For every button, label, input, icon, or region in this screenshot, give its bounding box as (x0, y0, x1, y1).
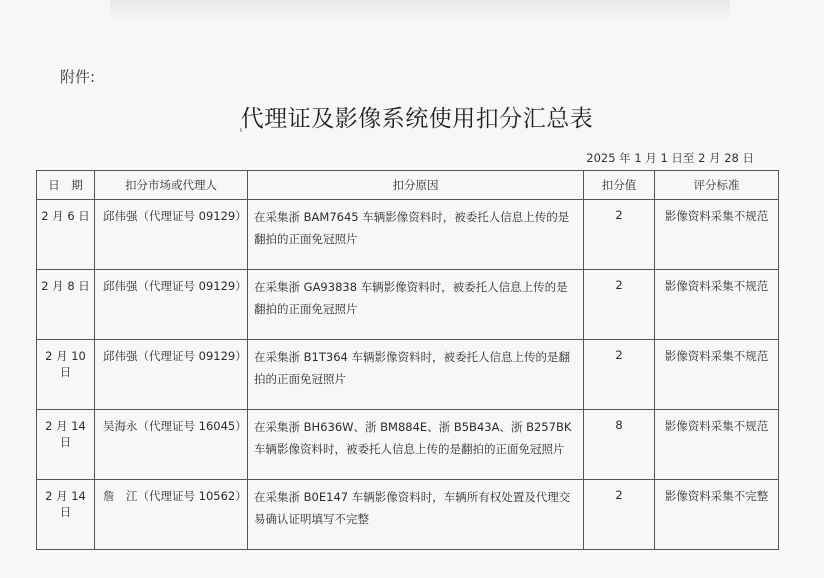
row-date: 2 月 10 日 (37, 340, 95, 410)
column-header-standard: 评分标准 (655, 171, 779, 200)
row-points: 2 (584, 270, 655, 340)
row-points: 2 (584, 200, 655, 270)
row-reason: 在采集浙 B1T364 车辆影像资料时，被委托人信息上传的是翻拍的正面免冠照片 (248, 340, 584, 410)
row-agent: 詹 江（代理证号 10562） (95, 480, 248, 550)
row-standard: 影像资料采集不规范 (655, 270, 779, 340)
row-reason: 在采集浙 B0E147 车辆影像资料时，车辆所有权处置及代理交易确认证明填写不完整 (248, 480, 584, 550)
row-date: 2 月 6 日 (37, 200, 95, 270)
row-standard: 影像资料采集不完整 (655, 480, 779, 550)
row-date: 2 月 14 日 (37, 410, 95, 480)
row-date: 2 月 8 日 (37, 270, 95, 340)
column-header-reason: 扣分原因 (248, 171, 584, 200)
scan-top-shadow (110, 0, 730, 22)
row-agent: 邱伟强（代理证号 09129） (95, 200, 248, 270)
table-row (37, 480, 779, 550)
table-row (37, 200, 779, 270)
row-date: 2 月 14 日 (37, 480, 95, 550)
row-points: 2 (584, 340, 655, 410)
row-points: 2 (584, 480, 655, 550)
column-header-date: 日 期 (37, 171, 95, 200)
deduction-table (36, 170, 779, 550)
page-title: 代理证及影像系统使用扣分汇总表 (240, 106, 594, 132)
row-standard: 影像资料采集不规范 (655, 200, 779, 270)
row-standard: 影像资料采集不规范 (655, 340, 779, 410)
table-row (37, 270, 779, 340)
attachment-label: 附件: (60, 68, 96, 86)
row-standard: 影像资料采集不规范 (655, 410, 779, 480)
row-points: 8 (584, 410, 655, 480)
column-header-agent: 扣分市场或代理人 (95, 171, 248, 200)
row-reason: 在采集浙 GA93838 车辆影像资料时，被委托人信息上传的是翻拍的正面免冠照片 (248, 270, 584, 340)
row-reason: 在采集浙 BAM7645 车辆影像资料时，被委托人信息上传的是翻拍的正面免冠照片 (248, 200, 584, 270)
row-reason: 在采集浙 BH636W、浙 BM884E、浙 B5B43A、浙 B257BK 车辆影像资料时，被委托人信息上传的是翻拍的正面免冠照片 (248, 410, 584, 480)
column-header-points: 扣分值 (584, 171, 655, 200)
table-header-row (37, 171, 779, 200)
date-range: 2025 年 1 月 1 日至 2 月 28 日 (586, 151, 754, 165)
table-row (37, 410, 779, 480)
row-agent: 邱伟强（代理证号 09129） (95, 270, 248, 340)
row-agent: 邱伟强（代理证号 09129） (95, 340, 248, 410)
row-agent: 吴海永（代理证号 16045） (95, 410, 248, 480)
table-row (37, 340, 779, 410)
